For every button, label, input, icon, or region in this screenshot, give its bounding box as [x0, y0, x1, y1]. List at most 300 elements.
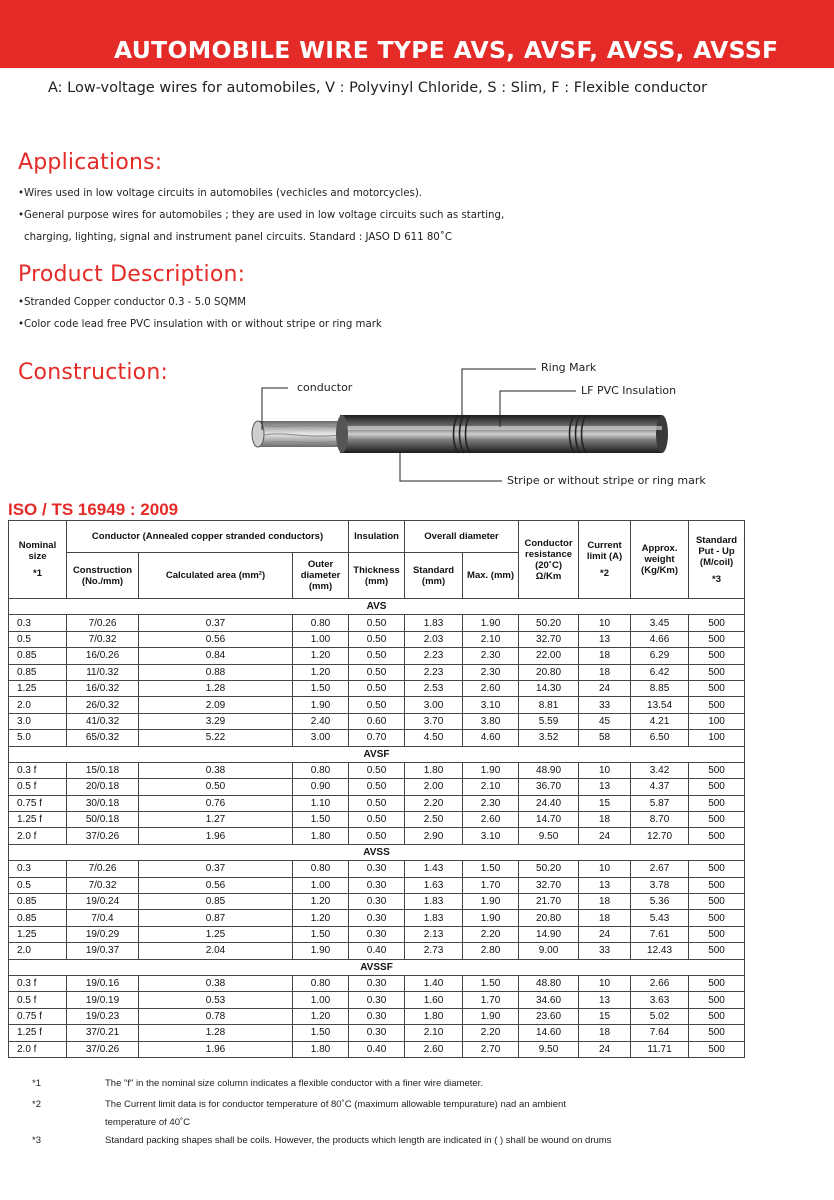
table-row: [9, 926, 745, 942]
table-cell: 0.85: [9, 894, 67, 910]
table-cell: 0.70: [349, 730, 405, 746]
table-cell: 0.50: [349, 648, 405, 664]
table-cell: 0.40: [349, 943, 405, 959]
table-cell: 500: [689, 828, 745, 844]
table-cell: 19/0.19: [67, 992, 139, 1008]
table-cell: 0.50: [349, 812, 405, 828]
table-cell: 500: [689, 762, 745, 778]
table-cell: 500: [689, 877, 745, 893]
table-cell: 1.90: [463, 894, 519, 910]
table-cell: 12.43: [631, 943, 689, 959]
table-cell: 0.80: [293, 975, 349, 991]
table-cell: 24: [579, 680, 631, 696]
table-row: [9, 812, 745, 828]
group-label: AVSSF: [9, 959, 745, 975]
table-cell: 33: [579, 697, 631, 713]
table-cell: 2.10: [463, 631, 519, 647]
table-cell: 10: [579, 861, 631, 877]
table-cell: 2.90: [405, 828, 463, 844]
table-cell: 1.50: [293, 926, 349, 942]
table-cell: 19/0.24: [67, 894, 139, 910]
table-row: [9, 631, 745, 647]
table-cell: 500: [689, 648, 745, 664]
table-cell: 500: [689, 631, 745, 647]
table-cell: 2.09: [139, 697, 293, 713]
table-cell: 0.37: [139, 861, 293, 877]
table-cell: 1.20: [293, 648, 349, 664]
table-cell: 1.10: [293, 795, 349, 811]
group-row: [9, 599, 745, 615]
group-label: AVSF: [9, 746, 745, 762]
table-cell: 37/0.21: [67, 1025, 139, 1041]
table-row: [9, 762, 745, 778]
table-cell: 19/0.23: [67, 1008, 139, 1024]
description-list: [18, 292, 382, 336]
table-cell: 1.20: [293, 894, 349, 910]
header-nominal: Nominal size *1: [9, 521, 67, 599]
table-cell: 0.75 f: [9, 1008, 67, 1024]
table-cell: 23.60: [519, 1008, 579, 1024]
table-cell: 2.20: [405, 795, 463, 811]
table-cell: 3.10: [463, 828, 519, 844]
header-resistance: Conductor resistance (20˚C) Ω/Km: [519, 521, 579, 599]
table-cell: 0.50: [349, 615, 405, 631]
table-cell: 37/0.26: [67, 1041, 139, 1057]
table-cell: 3.10: [463, 697, 519, 713]
table-cell: 14.70: [519, 812, 579, 828]
table-cell: 1.25: [139, 926, 293, 942]
table-cell: 21.70: [519, 894, 579, 910]
table-cell: 50/0.18: [67, 812, 139, 828]
table-cell: 2.60: [463, 680, 519, 696]
table-cell: 13: [579, 877, 631, 893]
table-row: [9, 992, 745, 1008]
table-cell: 0.53: [139, 992, 293, 1008]
table-cell: 2.0: [9, 943, 67, 959]
table-cell: 500: [689, 894, 745, 910]
table-cell: 500: [689, 975, 745, 991]
table-cell: 1.20: [293, 664, 349, 680]
table-cell: 0.5: [9, 877, 67, 893]
table-row: [9, 730, 745, 746]
table-cell: 1.96: [139, 1041, 293, 1057]
applications-list: [18, 183, 504, 249]
table-cell: 7/0.26: [67, 615, 139, 631]
table-row: [9, 910, 745, 926]
applications-heading: Applications:: [18, 150, 163, 175]
table-cell: 500: [689, 943, 745, 959]
table-cell: 100: [689, 713, 745, 729]
spec-table: [8, 520, 745, 1058]
table-cell: 1.50: [463, 861, 519, 877]
table-cell: 1.90: [463, 910, 519, 926]
table-cell: 0.56: [139, 877, 293, 893]
table-cell: 48.90: [519, 762, 579, 778]
table-cell: 1.25: [9, 680, 67, 696]
group-row: [9, 959, 745, 975]
table-cell: 18: [579, 910, 631, 926]
table-cell: 3.0: [9, 713, 67, 729]
table-cell: 1.00: [293, 631, 349, 647]
table-cell: 36.70: [519, 779, 579, 795]
table-cell: 0.84: [139, 648, 293, 664]
table-cell: 1.90: [463, 1008, 519, 1024]
table-cell: 0.87: [139, 910, 293, 926]
table-cell: 1.50: [293, 812, 349, 828]
table-cell: 0.30: [349, 926, 405, 942]
table-cell: 7/0.32: [67, 631, 139, 647]
table-cell: 9.50: [519, 828, 579, 844]
table-cell: 20/0.18: [67, 779, 139, 795]
table-cell: 15: [579, 1008, 631, 1024]
table-cell: 0.56: [139, 631, 293, 647]
header-area: Calculated area (mm²): [139, 553, 293, 599]
table-cell: 0.50: [349, 697, 405, 713]
table-cell: 0.30: [349, 910, 405, 926]
table-cell: 1.90: [293, 697, 349, 713]
table-cell: 4.50: [405, 730, 463, 746]
table-row: [9, 861, 745, 877]
table-cell: 0.50: [349, 631, 405, 647]
table-cell: 5.43: [631, 910, 689, 926]
table-row: [9, 894, 745, 910]
table-cell: 9.50: [519, 1041, 579, 1057]
table-cell: 500: [689, 795, 745, 811]
table-cell: 1.83: [405, 894, 463, 910]
table-cell: 1.28: [139, 1025, 293, 1041]
table-cell: 0.50: [349, 779, 405, 795]
table-cell: 8.70: [631, 812, 689, 828]
table-cell: 0.50: [349, 762, 405, 778]
table-cell: 6.42: [631, 664, 689, 680]
table-cell: 2.30: [463, 795, 519, 811]
table-cell: 2.23: [405, 648, 463, 664]
table-cell: 5.36: [631, 894, 689, 910]
list-item: •General purpose wires for automobiles ; they are used in low voltage circuits such as starting,: [18, 210, 505, 221]
table-cell: 1.80: [405, 1008, 463, 1024]
list-item: charging, lighting, signal and instrument panel circuits. Standard : JASO D 611 80˚C: [24, 232, 452, 243]
table-cell: 16/0.32: [67, 680, 139, 696]
table-cell: 2.0: [9, 697, 67, 713]
table-row: [9, 680, 745, 696]
table-cell: 24.40: [519, 795, 579, 811]
page-subtitle: A: Low-voltage wires for automobiles, V : Polyvinyl Chloride, S : Slim, F : Flexible conductor: [48, 80, 708, 96]
table-cell: 1.63: [405, 877, 463, 893]
stripe-label: Stripe or without stripe or ring mark: [507, 474, 706, 487]
table-cell: 0.3: [9, 861, 67, 877]
table-row: [9, 975, 745, 991]
table-cell: 500: [689, 1041, 745, 1057]
header-current: Current limit (A) *2: [579, 521, 631, 599]
table-cell: 0.5 f: [9, 779, 67, 795]
table-cell: 2.30: [463, 664, 519, 680]
table-cell: 1.00: [293, 877, 349, 893]
page-title: AUTOMOBILE WIRE TYPE AVS, AVSF, AVSS, AVSSF: [114, 36, 779, 64]
header-weight: Approx. weight (Kg/Km): [631, 521, 689, 599]
table-cell: 1.40: [405, 975, 463, 991]
table-cell: 2.10: [405, 1025, 463, 1041]
table-cell: 2.13: [405, 926, 463, 942]
table-cell: 3.52: [519, 730, 579, 746]
table-cell: 0.30: [349, 894, 405, 910]
table-cell: 500: [689, 615, 745, 631]
table-cell: 2.30: [463, 648, 519, 664]
table-cell: 2.66: [631, 975, 689, 991]
table-cell: 500: [689, 861, 745, 877]
table-cell: 3.80: [463, 713, 519, 729]
table-cell: 13: [579, 779, 631, 795]
table-cell: 500: [689, 910, 745, 926]
table-row: [9, 648, 745, 664]
table-cell: 0.37: [139, 615, 293, 631]
spec-table-body: [9, 599, 745, 1058]
table-cell: 3.63: [631, 992, 689, 1008]
table-cell: 1.25 f: [9, 1025, 67, 1041]
table-row: [9, 877, 745, 893]
table-cell: 16/0.26: [67, 648, 139, 664]
table-cell: 0.80: [293, 615, 349, 631]
table-cell: 500: [689, 812, 745, 828]
table-cell: 30/0.18: [67, 795, 139, 811]
table-cell: 0.38: [139, 975, 293, 991]
table-cell: 500: [689, 1025, 745, 1041]
list-item: •Wires used in low voltage circuits in automobiles (vechicles and motorcycles).: [18, 188, 423, 199]
table-cell: 0.3: [9, 615, 67, 631]
table-row: [9, 713, 745, 729]
table-cell: 24: [579, 926, 631, 942]
table-cell: 33: [579, 943, 631, 959]
table-cell: 2.0 f: [9, 1041, 67, 1057]
table-cell: 1.28: [139, 680, 293, 696]
table-cell: 2.60: [463, 812, 519, 828]
table-cell: 5.87: [631, 795, 689, 811]
group-row: [9, 844, 745, 860]
table-cell: 5.02: [631, 1008, 689, 1024]
table-cell: 50.20: [519, 861, 579, 877]
table-cell: 1.50: [293, 680, 349, 696]
table-row: [9, 795, 745, 811]
table-cell: 1.60: [405, 992, 463, 1008]
group-row: [9, 746, 745, 762]
table-cell: 500: [689, 680, 745, 696]
table-cell: 0.85: [9, 664, 67, 680]
table-cell: 0.90: [293, 779, 349, 795]
table-cell: 18: [579, 812, 631, 828]
table-cell: 18: [579, 664, 631, 680]
table-cell: 2.40: [293, 713, 349, 729]
table-row: [9, 664, 745, 680]
header-overall: Overall diameter: [405, 521, 519, 553]
table-cell: 2.80: [463, 943, 519, 959]
list-item: •Stranded Copper conductor 0.3 - 5.0 SQMM: [18, 297, 247, 308]
table-cell: 1.25 f: [9, 812, 67, 828]
table-cell: 2.20: [463, 926, 519, 942]
table-cell: 0.80: [293, 861, 349, 877]
group-label: AVSS: [9, 844, 745, 860]
table-cell: 1.70: [463, 992, 519, 1008]
table-cell: 0.30: [349, 1025, 405, 1041]
table-cell: 0.50: [349, 795, 405, 811]
table-cell: 50.20: [519, 615, 579, 631]
table-cell: 3.42: [631, 762, 689, 778]
table-cell: 0.30: [349, 992, 405, 1008]
table-cell: 11/0.32: [67, 664, 139, 680]
table-cell: 10: [579, 762, 631, 778]
table-cell: 10: [579, 615, 631, 631]
table-cell: 12.70: [631, 828, 689, 844]
header-banner: [0, 0, 834, 68]
table-cell: 0.60: [349, 713, 405, 729]
table-cell: 1.96: [139, 828, 293, 844]
construction-heading: Construction:: [18, 360, 169, 385]
table-cell: 0.50: [349, 664, 405, 680]
table-cell: 2.10: [463, 779, 519, 795]
table-cell: 1.00: [293, 992, 349, 1008]
table-cell: 2.00: [405, 779, 463, 795]
table-cell: 18: [579, 894, 631, 910]
table-cell: 0.85: [9, 910, 67, 926]
table-cell: 24: [579, 1041, 631, 1057]
table-cell: 2.50: [405, 812, 463, 828]
table-cell: 0.3 f: [9, 762, 67, 778]
table-cell: 14.60: [519, 1025, 579, 1041]
table-cell: 0.30: [349, 877, 405, 893]
table-cell: 4.60: [463, 730, 519, 746]
table-cell: 41/0.32: [67, 713, 139, 729]
table-cell: 7/0.4: [67, 910, 139, 926]
table-cell: 19/0.37: [67, 943, 139, 959]
table-cell: 19/0.29: [67, 926, 139, 942]
table-row: [9, 1025, 745, 1041]
table-row: [9, 697, 745, 713]
table-cell: 500: [689, 697, 745, 713]
table-cell: 1.20: [293, 910, 349, 926]
table-cell: 4.66: [631, 631, 689, 647]
table-cell: 0.50: [349, 828, 405, 844]
table-cell: 1.83: [405, 615, 463, 631]
table-row: [9, 779, 745, 795]
table-cell: 45: [579, 713, 631, 729]
table-cell: 2.60: [405, 1041, 463, 1057]
table-cell: 15/0.18: [67, 762, 139, 778]
table-cell: 0.75 f: [9, 795, 67, 811]
table-cell: 2.67: [631, 861, 689, 877]
table-cell: 20.80: [519, 664, 579, 680]
header-construction: Construction (No./mm): [67, 553, 139, 599]
table-cell: 5.0: [9, 730, 67, 746]
header-insulation: Insulation: [349, 521, 405, 553]
table-cell: 3.00: [405, 697, 463, 713]
table-row: [9, 615, 745, 631]
table-cell: 0.50: [349, 680, 405, 696]
header-putup: Standard Put - Up (M/coil) *3: [689, 521, 745, 599]
table-cell: 0.3 f: [9, 975, 67, 991]
table-cell: 0.40: [349, 1041, 405, 1057]
table-cell: 0.30: [349, 861, 405, 877]
table-cell: 0.5 f: [9, 992, 67, 1008]
table-cell: 2.20: [463, 1025, 519, 1041]
table-cell: 1.25: [9, 926, 67, 942]
table-cell: 20.80: [519, 910, 579, 926]
table-cell: 3.00: [293, 730, 349, 746]
table-cell: 6.29: [631, 648, 689, 664]
table-cell: 11.71: [631, 1041, 689, 1057]
table-cell: 0.88: [139, 664, 293, 680]
table-row: [9, 943, 745, 959]
table-cell: 0.5: [9, 631, 67, 647]
table-cell: 1.80: [405, 762, 463, 778]
conductor-label: conductor: [297, 381, 353, 394]
table-cell: 1.70: [463, 877, 519, 893]
table-cell: 3.45: [631, 615, 689, 631]
table-cell: 26/0.32: [67, 697, 139, 713]
table-cell: 7.61: [631, 926, 689, 942]
table-cell: 4.37: [631, 779, 689, 795]
table-cell: 3.78: [631, 877, 689, 893]
table-cell: 34.60: [519, 992, 579, 1008]
table-cell: 500: [689, 779, 745, 795]
table-cell: 1.27: [139, 812, 293, 828]
table-cell: 8.81: [519, 697, 579, 713]
table-cell: 500: [689, 664, 745, 680]
table-cell: 5.59: [519, 713, 579, 729]
table-cell: 2.23: [405, 664, 463, 680]
table-cell: 32.70: [519, 631, 579, 647]
table-cell: 1.43: [405, 861, 463, 877]
table-cell: 37/0.26: [67, 828, 139, 844]
table-cell: 22.00: [519, 648, 579, 664]
table-cell: 2.53: [405, 680, 463, 696]
table-cell: 5.22: [139, 730, 293, 746]
list-item: •Color code lead free PVC insulation with or without stripe or ring mark: [18, 319, 382, 330]
table-cell: 8.85: [631, 680, 689, 696]
table-cell: 13: [579, 631, 631, 647]
table-cell: 500: [689, 992, 745, 1008]
insulation-label: LF PVC Insulation: [581, 384, 677, 397]
table-cell: 9.00: [519, 943, 579, 959]
table-cell: 14.30: [519, 680, 579, 696]
table-cell: 4.21: [631, 713, 689, 729]
table-cell: 2.04: [139, 943, 293, 959]
table-cell: 1.50: [293, 1025, 349, 1041]
table-cell: 48.80: [519, 975, 579, 991]
header-outer: Outer diameter (mm): [293, 553, 349, 599]
table-cell: 1.20: [293, 1008, 349, 1024]
table-cell: 100: [689, 730, 745, 746]
table-cell: 0.50: [139, 779, 293, 795]
table-cell: 1.90: [463, 615, 519, 631]
table-cell: 1.83: [405, 910, 463, 926]
table-cell: 18: [579, 648, 631, 664]
table-cell: 10: [579, 975, 631, 991]
table-cell: 1.50: [463, 975, 519, 991]
table-cell: 0.80: [293, 762, 349, 778]
ring-mark-label: Ring Mark: [541, 361, 597, 374]
header-standard: Standard (mm): [405, 553, 463, 599]
table-cell: 7/0.26: [67, 861, 139, 877]
table-cell: 13.54: [631, 697, 689, 713]
table-row: [9, 828, 745, 844]
header-thickness: Thickness (mm): [349, 553, 405, 599]
table-cell: 7.64: [631, 1025, 689, 1041]
table-cell: 1.90: [293, 943, 349, 959]
table-row: [9, 1008, 745, 1024]
table-cell: 18: [579, 1025, 631, 1041]
table-cell: 32.70: [519, 877, 579, 893]
table-cell: 3.70: [405, 713, 463, 729]
table-cell: 0.76: [139, 795, 293, 811]
table-cell: 0.38: [139, 762, 293, 778]
